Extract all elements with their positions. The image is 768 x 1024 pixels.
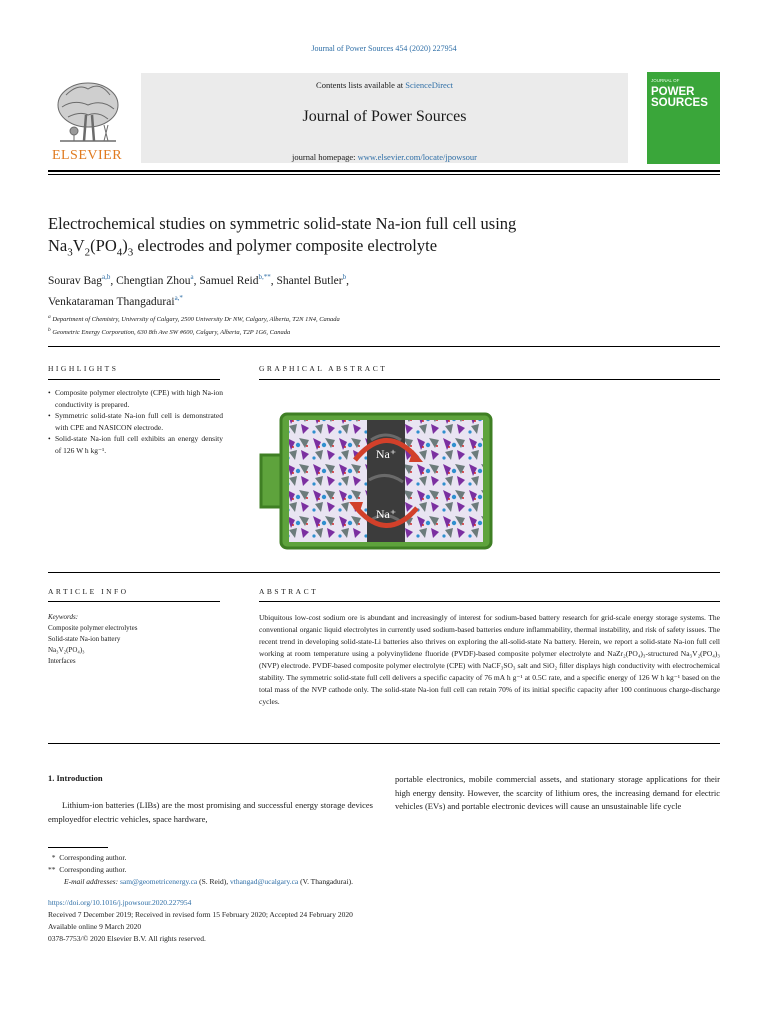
abstract-rule (259, 601, 720, 602)
introduction-column-1: Lithium-ion batteries (LIBs) are the most promising and successful energy storage devices employedfor electric vehicles, space hardware, (48, 800, 373, 824)
email-link[interactable]: vthangad@ucalgary.ca (229, 877, 299, 886)
author-name[interactable]: Samuel Reid (199, 274, 259, 287)
author-name[interactable]: Venkataraman Thangadurai (48, 295, 175, 308)
keyword-item[interactable]: Composite polymer electrolytes (48, 624, 138, 632)
header-rule-thick (48, 170, 720, 172)
affiliation-a: $^a$ Department of Chemistry, University of Calgary, 2500 University Dr NW, Calgary, Alberta, T2N 1N4, Canada (48, 314, 340, 324)
abstract-text: Ubiquitous low-cost sodium ore is abundant and increasingly of interest for sodium-based battery research for grid-scale energy storage systems. The conventional organic liquid electrolytes in currently used sodium-based batteries endure inflammability, thermal instability, and risk of safety issues. The recent trend in developing solid-state-Li batteries also thrives on exploring the all-solid-state Na battery. Herein, we report a solid-state Na-ion full cell working at room temperature using a polyvinylidene fluoride (PVDF)-based composite polymer electrolyte and NaZr₂(PO₄)₃-structured Na₃V₂(PO₄)₃ (NVP) electrode. PVDF-based composite polymer electrolyte (CPE) with NaCF₃SO₃ salt and SiO₂ filler displays high conductivity with electrochemical stability. The symmetric solid-state full cell delivers a specific capacity of 76 mA h g⁻¹ at 0.5C rate, and a specific energy of 126 W h kg⁻¹ based on the total mass of the NVP cathode only. The solid-state Na-ion full cell can retain 70% of its initial specific capacity after 100 continuous charge-discharge cycles. (259, 613, 720, 706)
author-affiliation-mark[interactable]: b, (258, 273, 264, 281)
author-name[interactable]: Chengtian Zhou (116, 274, 191, 287)
graphical-abstract-heading: GRAPHICAL ABSTRACT (259, 364, 388, 373)
highlight-item: • Solid-state Na-ion full cell exhibits an energy density of 126 W h kg⁻¹. (48, 433, 223, 456)
article-title (48, 213, 668, 263)
author-affiliation-mark[interactable]: a (190, 273, 194, 281)
keyword-item[interactable]: Interfaces (48, 657, 76, 665)
highlights-heading: HIGHLIGHTS (48, 364, 119, 373)
highlight-item: • Symmetric solid-state Na-ion full cell is demonstrated with CPE and NASICON electrode. (48, 410, 223, 433)
corresponding-note-1: * Corresponding author. (48, 853, 127, 862)
abstract-heading: ABSTRACT (259, 587, 319, 596)
received-dates: Received 7 December 2019; Received in revised form 15 February 2020; Accepted 24 February 2020 (48, 910, 353, 919)
copyright-line: 0378-7753/© 2020 Elsevier B.V. All rights reserved. (48, 934, 206, 943)
article-title-line2: $Na_3V_2(PO_4)_3$ electrodes and polymer composite electrolyte (48, 236, 438, 259)
author-name[interactable]: Shantel Butler (276, 274, 343, 287)
publication-info (48, 897, 548, 945)
highlights-rule (48, 379, 220, 380)
keyword-item[interactable]: Na₃V₂(PO₄)₃ (48, 646, 85, 654)
homepage-link[interactable]: www.elsevier.com/locate/jpowsour (357, 152, 477, 162)
cover-journal-of: JOURNAL OF (651, 78, 680, 83)
email-owner: (V. Thangadurai). (298, 877, 353, 886)
highlight-item: • Composite polymer electrolyte (CPE) with high Na-ion conductivity is prepared. (48, 387, 223, 410)
author-affiliation-mark[interactable]: b (342, 273, 347, 281)
article-info-heading: ARTICLE INFO (48, 587, 129, 596)
cover-title-sources: SOURCES (651, 96, 708, 109)
ion-label-top: Na⁺ (375, 447, 397, 461)
introduction-column-2: portable electronics, mobile commercial assets, and stationary storage applications for their high energy density. However, the scarcity of lithium ores, the increasing demand for electric vehicles (EVs) and portable electronic devices will cause an unsustainable life cycle (395, 774, 720, 811)
author-affiliation-mark[interactable]: a,b (101, 273, 111, 281)
highlights-list (48, 387, 223, 456)
author-name[interactable]: Sourav Bag (48, 274, 102, 287)
footnote-rule (48, 847, 108, 848)
article-info-rule (48, 601, 220, 602)
corresponding-mark[interactable]: * (179, 293, 183, 302)
battery-terminal (261, 455, 281, 507)
ion-label-bottom: Na⁺ (375, 507, 397, 521)
author-list: Sourav Bag$^{a,b}$, Chengtian Zhou$^a$, Samuel Reid$^{b,**}$, Shantel Butler$^b$, Venkataraman Thangadurai$^{a,*}$ (48, 273, 349, 308)
keywords-label: Keywords: (48, 613, 79, 621)
header-rule-thin (48, 174, 720, 175)
journal-citation[interactable]: Journal of Power Sources 454 (2020) 227954 (311, 44, 457, 53)
email-link[interactable]: sam@geometricenergy.ca (119, 877, 198, 886)
affiliation-b: $^b$ Geometric Energy Corporation, 630 8th Ave SW #600, Calgary, Alberta, T2P 1G6, Canada (48, 327, 291, 337)
sciencedirect-link[interactable]: ScienceDirect (405, 80, 453, 90)
keywords-block (48, 612, 228, 667)
email-owner: (S. Reid), (197, 877, 230, 886)
keyword-item[interactable]: Solid-state Na-ion battery (48, 635, 121, 643)
cover-title (651, 87, 719, 108)
contents-line (141, 80, 628, 90)
homepage-line (141, 152, 628, 162)
cover-title-power: POWER (651, 86, 695, 98)
elsevier-wordmark: ELSEVIER (51, 148, 123, 163)
corresponding-mark[interactable]: ** (263, 273, 271, 281)
graphical-abstract-image[interactable] (259, 410, 494, 555)
email-line (48, 876, 548, 888)
article-title-line1: Electrochemical studies on symmetric solid-state Na-ion full cell using (48, 214, 517, 233)
section-rule (48, 572, 720, 573)
affiliations (48, 312, 648, 338)
author-affiliation-mark[interactable]: a, (174, 293, 180, 302)
journal-title: Journal of Power Sources (302, 108, 467, 125)
section-rule (48, 743, 720, 744)
corresponding-note-2: ** Corresponding author. (48, 865, 127, 874)
contents-prefix: Contents lists available at (316, 80, 406, 90)
introduction-heading: 1. Introduction (48, 773, 103, 783)
available-online: Available online 9 March 2020 (48, 922, 142, 931)
email-label: E-mail addresses: (64, 877, 120, 886)
section-rule (48, 346, 720, 347)
homepage-prefix: journal homepage: (292, 152, 358, 162)
doi-link[interactable]: https://doi.org/10.1016/j.jpowsour.2020.227954 (48, 898, 192, 907)
footnotes (48, 852, 548, 888)
graphical-abstract-rule (259, 379, 720, 380)
